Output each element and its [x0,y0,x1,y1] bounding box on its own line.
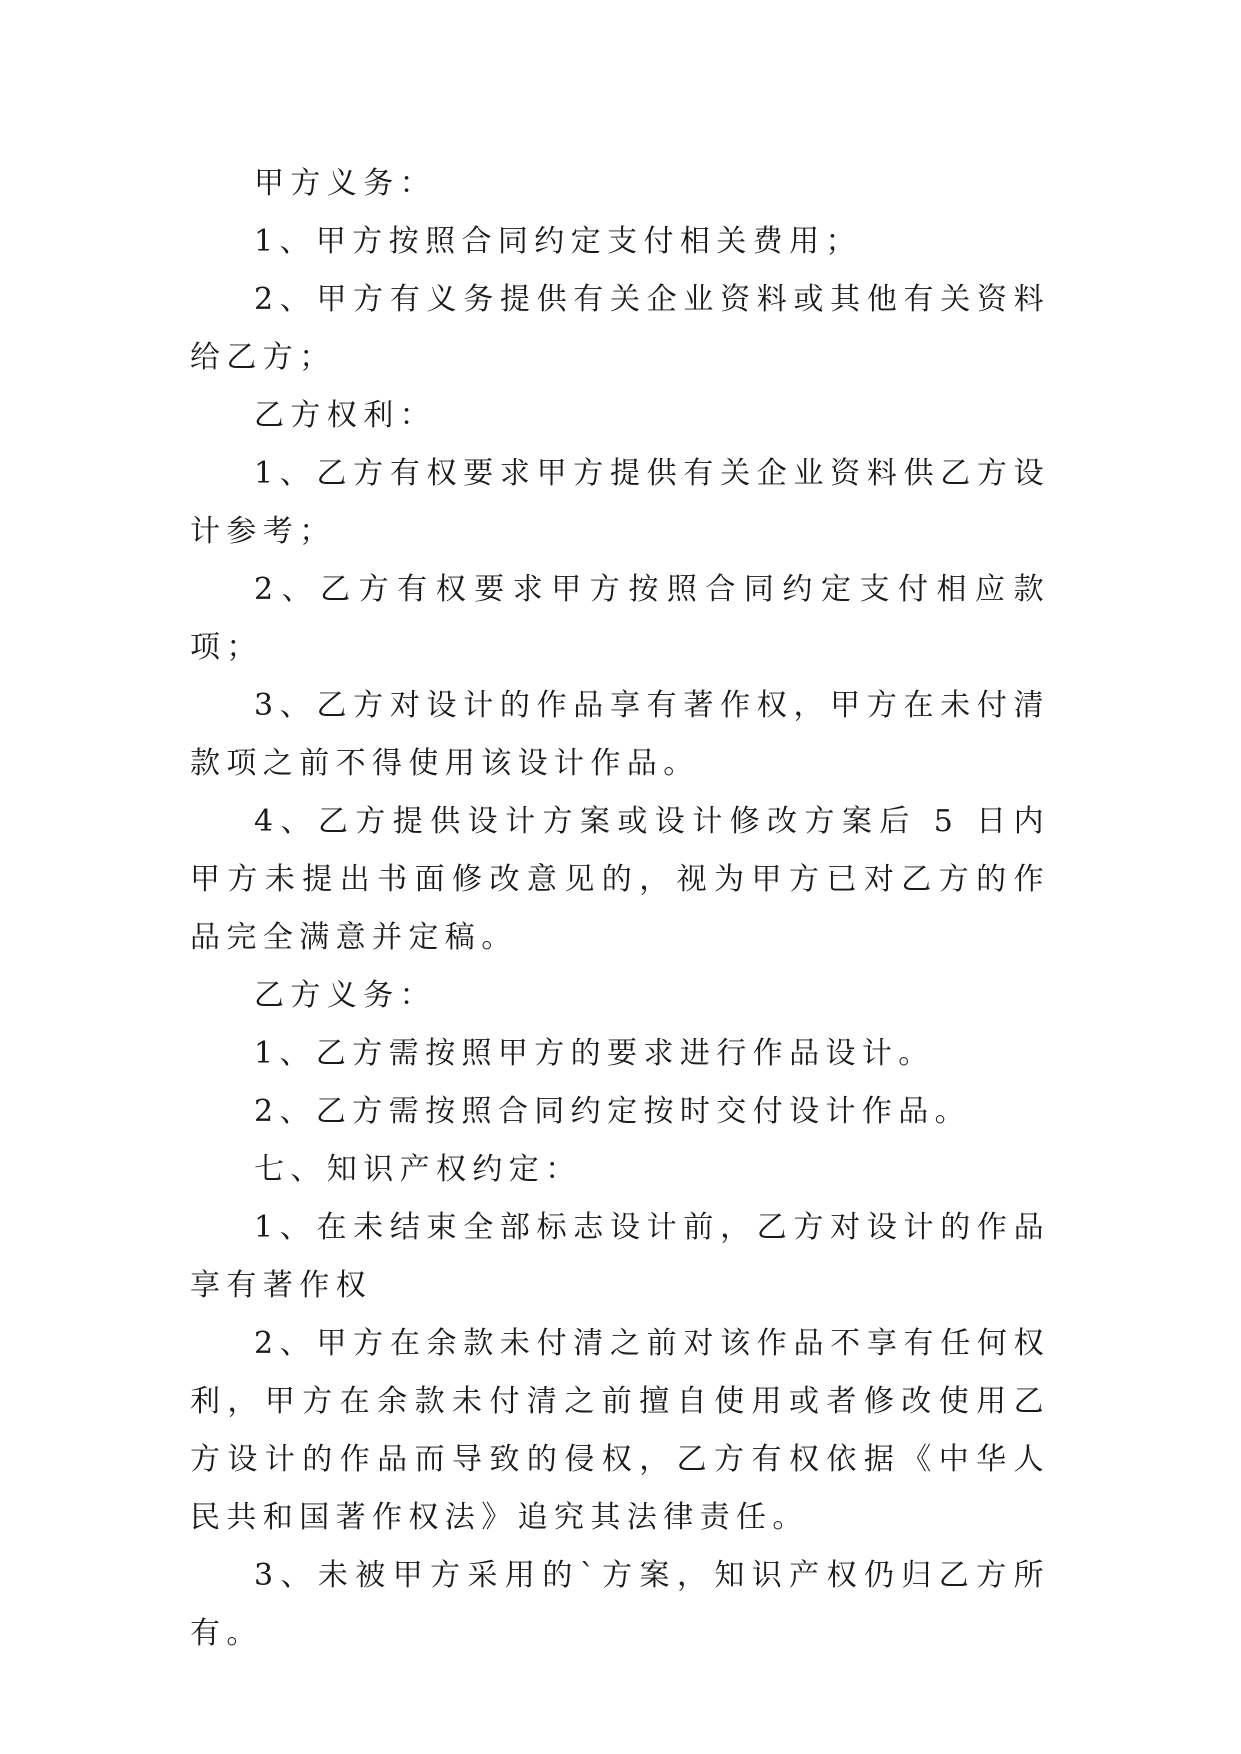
ip-clause-2: 2、甲方在余款未付清之前对该作品不享有任何权利，甲方在余款未付清之前擅自使用或者修改使用乙方设计的作品而导致的侵权，乙方有权依据《中华人民共和国著作权法》追究其法律责任。 [190,1326,1050,1535]
heading-party-b-rights: 乙方权利： [254,398,436,433]
party-b-right-4: 4、乙方提供设计方案或设计修改方案后 5 日内甲方未提出书面修改意见的，视为甲方已对乙方的作品完全满意并定稿。 [190,804,1050,955]
party-b-right-2: 2、乙方有权要求甲方按照合同约定支付相应款项； [190,572,1050,665]
ip-clause-3: 3、未被甲方采用的`方案，知识产权仍归乙方所有。 [190,1558,1050,1651]
party-a-obligation-2: 2、甲方有义务提供有关企业资料或其他有关资料给乙方； [190,282,1050,375]
heading-party-b-obligations: 乙方义务： [254,978,436,1013]
document-body [190,155,1050,1663]
ip-clause-1: 1、在未结束全部标志设计前，乙方对设计的作品享有著作权 [190,1210,1050,1303]
party-b-obligation-2: 2、乙方需按照合同约定按时交付设计作品。 [254,1094,972,1129]
party-b-right-3: 3、乙方对设计的作品享有著作权，甲方在未付清款项之前不得使用该设计作品。 [190,688,1050,781]
party-a-obligation-1: 1、甲方按照合同约定支付相关费用； [254,224,862,259]
heading-party-a-obligations: 甲方义务： [254,166,436,201]
party-b-right-1: 1、乙方有权要求甲方提供有关企业资料供乙方设计参考； [190,456,1050,549]
heading-ip-agreement: 七、知识产权约定： [254,1152,582,1187]
party-b-obligation-1: 1、乙方需按照甲方的要求进行作品设计。 [254,1036,935,1071]
